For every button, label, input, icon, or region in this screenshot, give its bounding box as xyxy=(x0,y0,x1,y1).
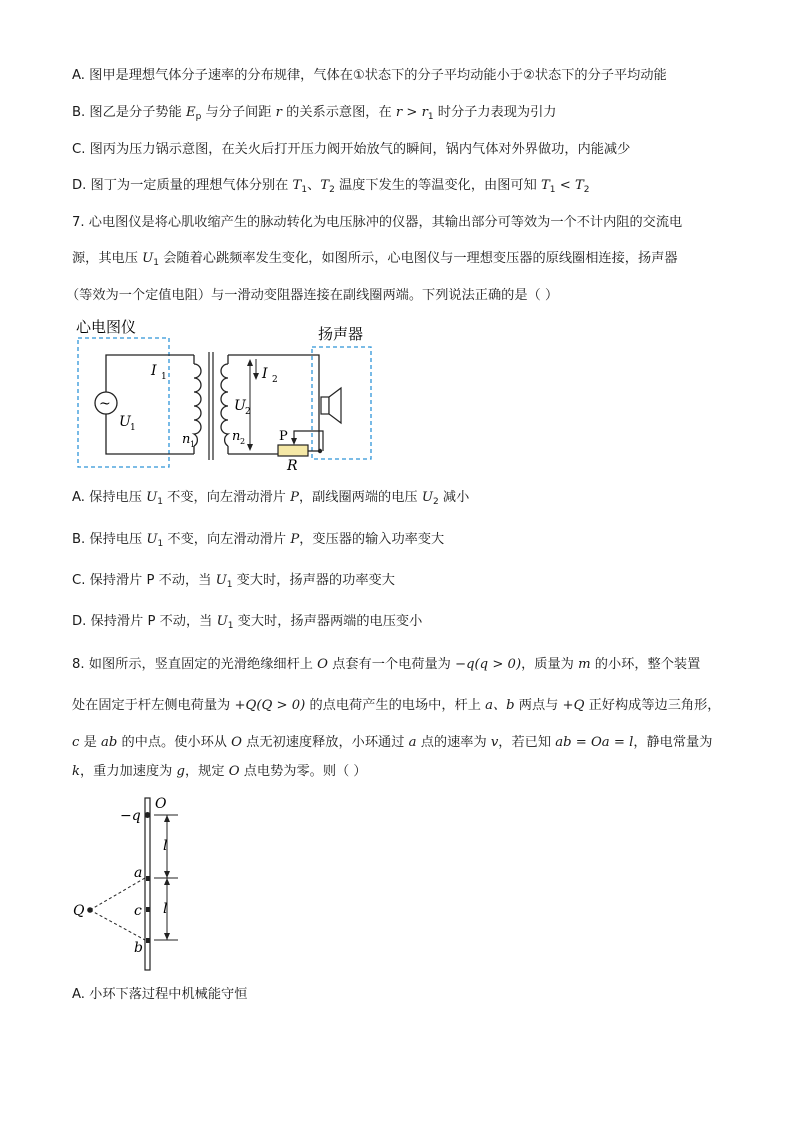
point-b-marker xyxy=(146,938,150,943)
text: ，静电常量为 xyxy=(633,735,713,750)
segment-ab: ab xyxy=(100,735,118,750)
subscript: 1 xyxy=(301,185,308,195)
label-i1: I xyxy=(151,363,157,379)
rheostat-icon xyxy=(278,445,308,456)
equation-ab: ab = Oa = l xyxy=(555,735,634,750)
q7-option-d xyxy=(72,612,422,636)
text: 处在固定于杆左侧电荷量为 xyxy=(72,698,235,713)
text: 的关系示意图，在 xyxy=(281,105,396,120)
text: 不变，向左滑动滑片 xyxy=(163,532,291,547)
charge-big-q: +Q xyxy=(562,698,585,713)
q7-stem-line3 xyxy=(66,286,558,306)
label-i2-sub: 2 xyxy=(272,375,278,385)
text: ，质量为 xyxy=(521,657,579,672)
q8-stem-line2 xyxy=(72,696,720,716)
q7-stem-line2 xyxy=(72,249,678,273)
less-than: < xyxy=(555,178,575,193)
text: 8. 如图所示，竖直固定的光滑绝缘细杆上 xyxy=(72,657,318,672)
primary-coil-icon xyxy=(194,364,201,446)
label-a: a xyxy=(134,865,143,881)
symbol-u1: U xyxy=(146,532,158,547)
text: 两点与 xyxy=(514,698,563,713)
label-n1-sub: 1 xyxy=(190,440,196,449)
text: 点的速率为 xyxy=(416,735,491,750)
q6-option-a-text: A. 图甲是理想气体分子速率的分布规律，气体在①状态下的分子平均动能小于②状态下的分子平均动能 xyxy=(72,68,667,83)
text: 与分子间距 xyxy=(201,105,276,120)
subscript: 1 xyxy=(227,621,234,631)
subscript: 2 xyxy=(432,497,439,507)
label-n1: n xyxy=(182,432,191,447)
q6-option-b xyxy=(72,103,557,127)
speaker-icon xyxy=(321,397,329,414)
subscript: 1 xyxy=(427,112,434,122)
symbol-g: g xyxy=(176,764,185,779)
charge-q: −q(q > 0) xyxy=(455,657,522,672)
symbol-o: O xyxy=(231,735,242,750)
text: C. 保持滑片 P 不动，当 xyxy=(72,573,216,588)
text: B. 图乙是分子势能 xyxy=(72,105,186,120)
text: 的小环，整个装置 xyxy=(590,657,701,672)
symbol-t1: T xyxy=(292,178,302,193)
symbol-u1: U xyxy=(216,614,228,629)
ring-icon xyxy=(145,812,151,818)
text: （等效为一个定值电阻）与一滑动变阻器连接在副线圈两端。下列说法正确的是（ ） xyxy=(66,288,559,303)
text: 温度下发生的等温变化，由图可知 xyxy=(334,178,541,193)
points-ab: a、b xyxy=(485,698,515,713)
text: 会随着心跳频率发生变化，如图所示，心电图仪与一理想变压器的原线圈相连接，扬声器 xyxy=(159,251,678,266)
text: 、 xyxy=(307,178,321,193)
text: D. 保持滑片 P 不动，当 xyxy=(72,614,217,629)
label-u2: U xyxy=(234,398,246,414)
q8-option-a xyxy=(72,985,247,1005)
symbol-m: m xyxy=(578,657,591,672)
rod-icon xyxy=(145,798,150,970)
text: 的中点。使小环从 xyxy=(117,735,232,750)
symbol-p: P xyxy=(290,532,300,547)
symbol-a: a xyxy=(408,735,417,750)
label-ecg: 心电图仪 xyxy=(76,318,137,336)
condition-r: r > r xyxy=(395,105,428,120)
text: B. 保持电压 xyxy=(72,532,147,547)
text: 不变，向左滑动滑片 xyxy=(162,490,291,505)
charge-big-q: +Q(Q > 0) xyxy=(234,698,306,713)
symbol-o: O xyxy=(317,657,328,672)
text: 时分子力表现为引力 xyxy=(433,105,557,120)
label-l-bottom: l xyxy=(163,901,168,917)
symbol-k: k xyxy=(72,764,80,779)
text: 点套有一个电荷量为 xyxy=(327,657,456,672)
subscript: 1 xyxy=(157,539,164,549)
q8-stem-line1 xyxy=(72,655,700,675)
symbol-r: r xyxy=(275,105,282,120)
symbol-t1: T xyxy=(541,178,550,193)
text: 源，其电压 xyxy=(72,251,143,266)
symbol-t2: T xyxy=(320,178,330,193)
text: ，重力加速度为 xyxy=(80,764,177,779)
q6-option-c xyxy=(72,140,630,160)
text: 7. 心电图仪是将心肌收缩产生的脉动转化为电压脉冲的仪器，其输出部分可等效为一个不计内阻的交流电 xyxy=(72,215,683,230)
q6-option-c-text: C. 图丙为压力锅示意图，在关火后打开压力阀开始放气的瞬间，锅内气体对外界做功，内能减少 xyxy=(72,142,631,157)
symbol-u1: U xyxy=(142,251,154,266)
q7-stem-line1 xyxy=(72,213,682,233)
text: 变大时，扬声器的功率变大 xyxy=(232,573,395,588)
subscript: p xyxy=(195,112,202,122)
text: ，副线圈两端的电压 xyxy=(298,490,422,505)
label-u1-sub: 1 xyxy=(130,423,136,433)
q8-option-a-text: A. 小环下落过程中机械能守恒 xyxy=(72,987,248,1002)
subscript: 1 xyxy=(226,580,233,590)
label-r: R xyxy=(287,458,298,472)
symbol-p: P xyxy=(290,490,299,505)
symbol-ep: E xyxy=(185,105,196,120)
text: 点电势为零。则（ ） xyxy=(239,764,367,779)
text: 正好构成等边三角形， xyxy=(584,698,721,713)
q8-stem-line4 xyxy=(72,762,367,782)
text: 是 xyxy=(79,735,101,750)
label-u1: U xyxy=(119,414,131,430)
subscript: 2 xyxy=(329,185,335,195)
q7-circuit-figure xyxy=(72,312,382,472)
symbol-u1: U xyxy=(215,573,227,588)
label-speaker: 扬声器 xyxy=(318,325,364,343)
text: ，规定 xyxy=(184,764,229,779)
label-n2: n xyxy=(232,429,241,444)
text: 减小 xyxy=(438,490,470,505)
label-p: P xyxy=(279,429,288,444)
symbol-v: v xyxy=(490,735,499,750)
symbol-c: c xyxy=(72,735,80,750)
q8-stem-line3 xyxy=(72,733,712,753)
symbol-u1: U xyxy=(146,490,158,505)
q6-option-d xyxy=(72,176,590,200)
symbol-t2: T xyxy=(574,178,584,193)
q6-option-a xyxy=(72,66,667,86)
label-u2-sub: 2 xyxy=(245,407,251,417)
label-n2-sub: 2 xyxy=(240,437,246,446)
point-a-marker xyxy=(146,876,150,881)
text: 的点电荷产生的电场中，杆上 xyxy=(305,698,486,713)
secondary-coil-icon xyxy=(221,364,228,446)
label-l-top: l xyxy=(163,838,168,854)
ac-symbol: ~ xyxy=(99,396,111,412)
point-c-marker xyxy=(146,907,150,912)
text: 变大时，扬声器两端的电压变小 xyxy=(233,614,423,629)
text: 点无初速度释放，小环通过 xyxy=(241,735,409,750)
symbol-u2: U xyxy=(421,490,433,505)
text: ，变压器的输入功率变大 xyxy=(299,532,445,547)
q7-option-b xyxy=(72,530,444,554)
subscript: 1 xyxy=(153,258,159,268)
text: ，若已知 xyxy=(498,735,556,750)
q7-option-c xyxy=(72,571,395,595)
symbol-o: O xyxy=(228,764,240,779)
label-c: c xyxy=(134,903,142,919)
label-i1-sub: 1 xyxy=(161,372,167,382)
ecg-dashed-box xyxy=(78,338,169,467)
label-i2: I xyxy=(262,366,268,382)
subscript: 2 xyxy=(583,185,590,195)
label-b: b xyxy=(134,940,143,956)
text: A. 保持电压 xyxy=(72,490,147,505)
subscript: 1 xyxy=(157,497,163,507)
q8-rod-figure xyxy=(68,790,198,975)
label-o: O xyxy=(155,796,167,812)
subscript: 1 xyxy=(549,185,556,195)
label-minus-q: −q xyxy=(120,808,141,824)
label-big-q: Q xyxy=(73,903,85,919)
q7-option-a xyxy=(72,488,469,512)
text: D. 图丁为一定质量的理想气体分别在 xyxy=(72,178,293,193)
